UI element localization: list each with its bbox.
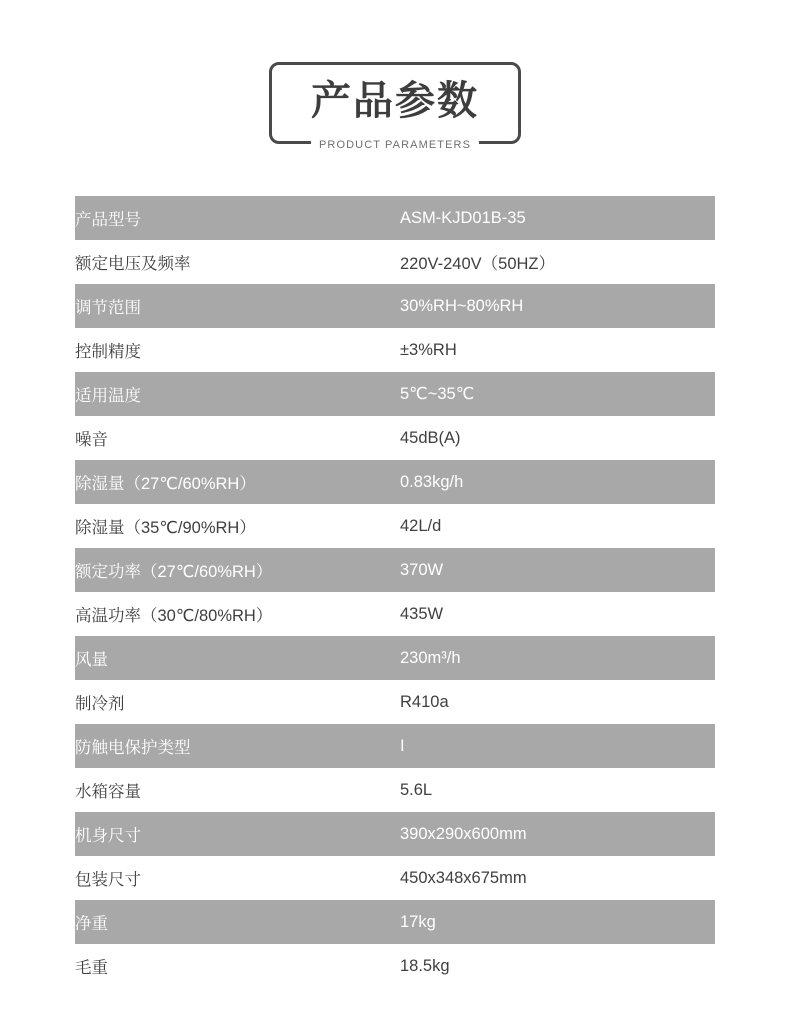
spec-value: 42L/d [400,504,715,548]
spec-value: 450x348x675mm [400,856,715,900]
spec-label: 水箱容量 [75,768,400,812]
spec-value: I [400,724,715,768]
page-header [0,0,790,151]
page-subtitle-wrap [311,139,479,151]
spec-label: 高温功率（30℃/80%RH） [75,592,400,636]
table-row [75,284,715,328]
table-row [75,592,715,636]
spec-value: 5℃~35℃ [400,372,715,416]
table-row [75,856,715,900]
title-badge [269,62,521,151]
table-row [75,548,715,592]
spec-label: 毛重 [75,944,400,988]
table-row [75,196,715,240]
spec-label: 除湿量（35℃/90%RH） [75,504,400,548]
table-row [75,504,715,548]
spec-value: R410a [400,680,715,724]
spec-label: 净重 [75,900,400,944]
spec-value: 5.6L [400,768,715,812]
spec-value: 220V-240V（50HZ） [400,240,715,284]
table-row [75,724,715,768]
table-row [75,240,715,284]
table-row [75,460,715,504]
spec-value: 0.83kg/h [400,460,715,504]
spec-label: 制冷剂 [75,680,400,724]
spec-label: 调节范围 [75,284,400,328]
specification-table [75,196,715,988]
spec-value: 30%RH~80%RH [400,284,715,328]
spec-value: ±3%RH [400,328,715,372]
table-row [75,900,715,944]
spec-value: 45dB(A) [400,416,715,460]
spec-label: 额定电压及频率 [75,240,400,284]
table-row [75,328,715,372]
spec-label: 控制精度 [75,328,400,372]
spec-value: 230m³/h [400,636,715,680]
table-row [75,812,715,856]
page-title: 产品参数 [311,78,479,124]
table-row [75,372,715,416]
table-row [75,944,715,988]
spec-label: 适用温度 [75,372,400,416]
spec-value: 17kg [400,900,715,944]
spec-label: 噪音 [75,416,400,460]
spec-label: 产品型号 [75,196,400,240]
table-row [75,680,715,724]
spec-label: 除湿量（27℃/60%RH） [75,460,400,504]
table-row [75,768,715,812]
spec-value: 370W [400,548,715,592]
spec-label: 额定功率（27℃/60%RH） [75,548,400,592]
spec-label: 机身尺寸 [75,812,400,856]
table-row [75,416,715,460]
spec-value: 435W [400,592,715,636]
spec-label: 风量 [75,636,400,680]
spec-value: 390x290x600mm [400,812,715,856]
spec-value: ASM-KJD01B-35 [400,196,715,240]
spec-label: 防触电保护类型 [75,724,400,768]
spec-label: 包装尺寸 [75,856,400,900]
specification-table-body [75,196,715,988]
spec-value: 18.5kg [400,944,715,988]
page-subtitle: PRODUCT PARAMETERS [318,139,472,151]
table-row [75,636,715,680]
